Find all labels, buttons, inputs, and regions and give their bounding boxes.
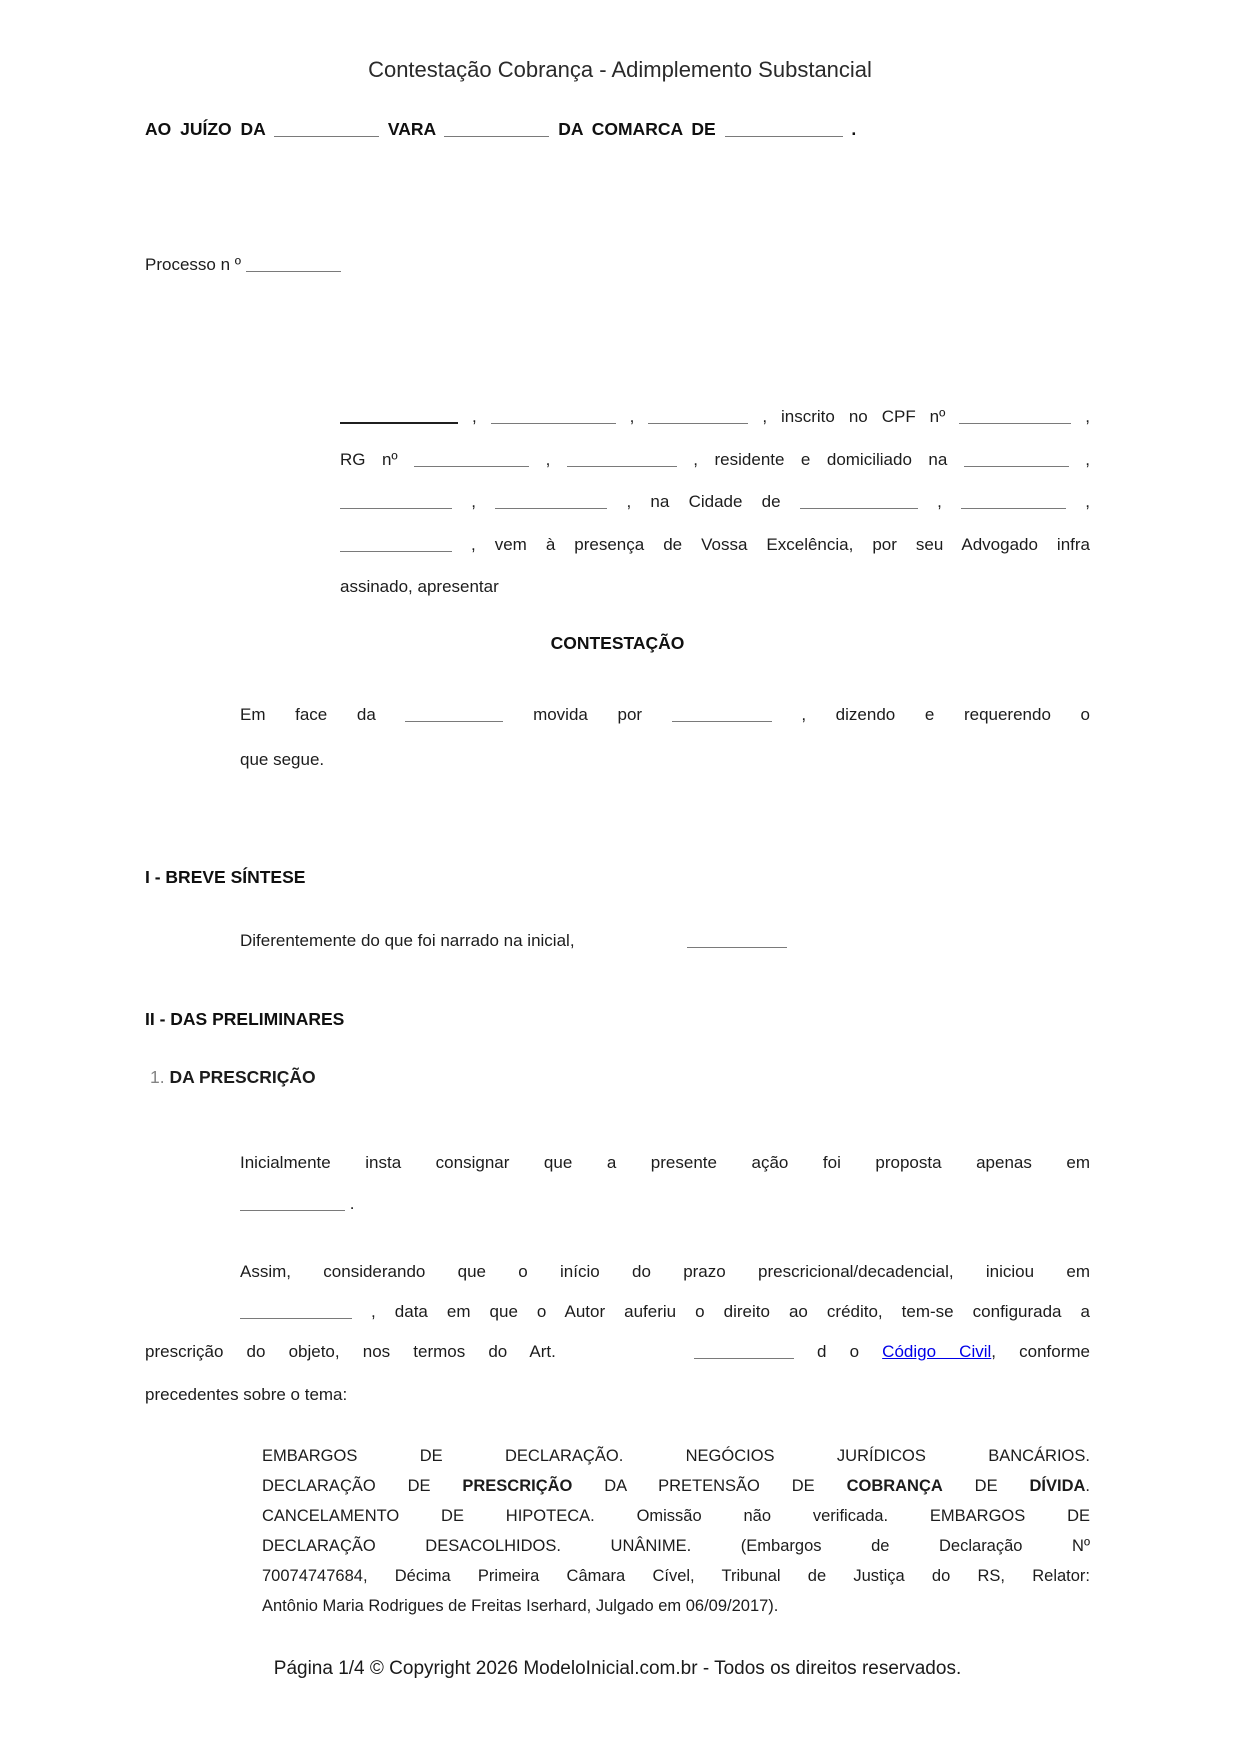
text-line [145,1373,1090,1416]
text-run: DE [942,1477,1030,1495]
text-run: DECLARAÇÃO DESACOLHIDOS. UNÂNIME. (Embargos de Declaração Nº [262,1537,1090,1555]
party-qualification [340,396,1090,609]
blank-field [567,454,677,467]
text-run: Em face da [240,705,406,724]
assim-paragraph-indented [240,1252,1090,1332]
text-line [240,692,1090,737]
spacer [575,945,687,946]
text-run: , data em que o Autor auferiu o direito ao crédito, tem-se configurada a [352,1302,1090,1321]
diferentemente-line [240,928,1090,954]
blank-field [800,496,918,509]
text-run: , [1071,407,1091,426]
text-line [240,1142,1090,1183]
text-line [145,1330,1090,1373]
inicialmente-paragraph [240,1142,1090,1224]
text-line [262,1501,1090,1531]
page-footer: Página 1/4 © Copyright 2026 ModeloInicial.com.br - Todos os direitos reservados. [273,1658,962,1679]
blank-field [959,411,1071,424]
text-run: 70074747684, Décima Primeira Câmara Cível, Tribunal de Justiça do RS, Relator: [262,1567,1090,1585]
text-run: CANCELAMENTO DE HIPOTECA. Omissão não verificada. EMBARGOS DE [262,1507,1090,1525]
text-run: DA PRESCRIÇÃO [169,1067,316,1087]
text-run: precedentes sobre o tema: [145,1385,348,1404]
section-das-preliminares: II - DAS PRELIMINARES [145,1009,345,1029]
text-run: Diferentemente do que foi narrado na inicial, [240,931,575,950]
text-run: prescrição do objeto, nos termos do Art. [145,1342,556,1361]
blank-field [444,124,549,137]
blank-field [648,411,748,424]
text-line [240,1183,1090,1224]
blank-field [340,539,452,552]
text-run: , [917,492,962,511]
text-line [340,524,1090,567]
blank-field [725,124,843,137]
blank-field [340,496,452,509]
blank-field [491,411,616,424]
text-run: , [458,407,491,426]
text-run: Assim, considerando que o início do prazo prescricional/decadencial, iniciou em [240,1262,1090,1281]
text-run: VARA [379,119,445,139]
court-heading [145,114,1045,144]
text-run: . [1085,1477,1090,1495]
text-run: . [842,119,857,139]
text-run: , inscrito no CPF nº [748,407,960,426]
blank-field [672,709,772,722]
text-line [340,396,1090,439]
process-number-line [145,252,341,278]
text-line [262,1441,1090,1471]
text-line [262,1471,1090,1501]
text-run: Inicialmente insta consignar que a presente ação foi proposta apenas em [240,1153,1090,1172]
text-line [340,566,1090,609]
text-run: , [452,492,496,511]
codigo-civil-link[interactable]: Código Civil [882,1342,992,1361]
blank-field [340,410,458,424]
text-line [340,481,1090,524]
document-title: Contestação Cobrança - Adimplemento Substancial [368,57,872,82]
text-line [240,1292,1090,1332]
text-line [340,439,1090,482]
text-line [240,737,1090,782]
section-breve-sintese: I - BREVE SÍNTESE [145,867,306,887]
blank-field [246,259,341,272]
case-law-quote [262,1441,1090,1621]
blank-field [964,454,1069,467]
text-line [145,252,341,278]
text-run: DA PRETENSÃO DE [572,1477,847,1495]
blank-field [274,124,379,137]
text-run: PRESCRIÇÃO [462,1477,573,1495]
blank-field [414,454,529,467]
text-run: DÍVIDA [1029,1477,1086,1495]
contestacao-heading: CONTESTAÇÃO [550,633,685,653]
text-run: 1. [150,1067,170,1087]
text-line [262,1591,1090,1621]
text-run: assinado, apresentar [340,577,499,596]
text-run: , na Cidade de [607,492,800,511]
text-run: Antônio Maria Rodrigues de Freitas Iserhard, Julgado em 06/09/2017). [262,1597,779,1615]
text-line [262,1561,1090,1591]
text-run: movida por [503,705,672,724]
text-run: DECLARAÇÃO DE [262,1477,463,1495]
blank-field [240,1306,352,1319]
text-line [240,1252,1090,1292]
blank-field [694,1346,794,1359]
spacer [556,1356,694,1357]
text-run: EMBARGOS DE DECLARAÇÃO. NEGÓCIOS JURÍDICOS BANCÁRIOS. [262,1447,1090,1465]
text-run: , vem à presença de Vossa Excelência, por seu Advogado infra [452,534,1090,554]
text-run: AO JUÍZO DA [145,119,274,139]
text-run: que segue. [240,750,325,769]
text-run: , residente e domiciliado na [676,449,964,469]
em-face-paragraph [240,692,1090,782]
text-run: , conforme [991,1342,1090,1361]
text-run: DA COMARCA DE [549,119,725,139]
text-run: d o [793,1342,883,1361]
blank-field [495,496,607,509]
blank-field [405,709,503,722]
text-line [145,114,1045,144]
section-da-prescricao [150,1064,316,1090]
text-run: Processo n º [145,255,246,274]
text-line [150,1064,316,1090]
text-run: RG nº [340,449,415,469]
text-line [262,1531,1090,1561]
text-run: . [345,1194,355,1213]
blank-field [240,1198,345,1211]
text-run: , [1066,492,1091,511]
assim-paragraph-full [145,1330,1090,1416]
blank-field [687,935,787,948]
text-run: , [1068,449,1090,469]
text-run: COBRANÇA [846,1477,943,1495]
text-run: , dizendo e requerendo o [771,705,1090,724]
blank-field [961,496,1066,509]
text-run: , [615,407,649,426]
text-line [240,928,1090,954]
text-run: , [529,449,567,469]
